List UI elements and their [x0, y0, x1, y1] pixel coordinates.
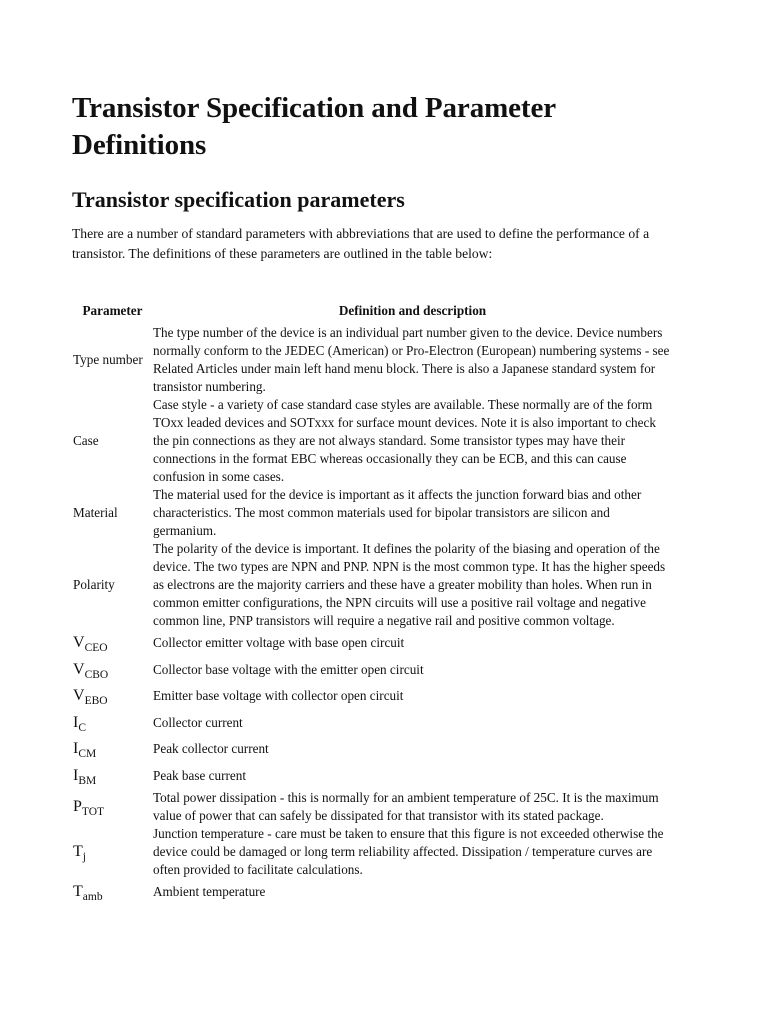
table-row	[72, 825, 672, 879]
parameter-name: Case	[73, 433, 99, 448]
parameter-cell	[72, 825, 153, 879]
symbol-letter: I	[73, 740, 79, 758]
table-row	[72, 396, 672, 486]
parameter-symbol	[73, 687, 108, 708]
parameter-cell	[72, 324, 153, 396]
table-row	[72, 763, 672, 790]
parameter-cell	[72, 736, 153, 763]
section-heading: Transistor specification parameters	[72, 187, 405, 212]
parameter-symbol	[73, 843, 86, 863]
symbol-subscript: amb	[82, 891, 103, 904]
symbol-subscript: CEO	[84, 642, 108, 655]
table-row	[72, 789, 672, 825]
parameter-symbol	[73, 766, 97, 787]
symbol-subscript: BM	[78, 774, 97, 787]
definition-cell: Collector emitter voltage with base open circuit	[153, 635, 405, 651]
definition-cell: Collector base voltage with the emitter open circuit	[153, 661, 424, 677]
definition-cell: Total power dissipation - this is normally for an ambient temperature of 25C. It is the maximum value of power that can safely be dissipated for that transistor with its stated package.	[153, 790, 659, 823]
parameter-symbol	[73, 883, 103, 904]
table-row	[72, 736, 672, 763]
parameter-cell	[72, 540, 153, 630]
symbol-letter: I	[73, 713, 79, 731]
symbol-subscript: EBO	[84, 695, 108, 708]
table-row	[72, 486, 672, 540]
parameter-name: Type number	[73, 352, 143, 367]
parameter-symbol	[73, 634, 108, 655]
table-header-row	[72, 298, 672, 324]
table-row	[72, 540, 672, 630]
definition-cell: The polarity of the device is important. It defines the polarity of the biasing and operation of the device. The two types are NPN and PNP. NPN is the most common type. It has the higher speeds as electrons are the majority carriers and these have a greater mobility than holes. When run in common emitter configurations, the NPN circuits will use a positive rail voltage and negative common line, PNP transistors will require a negative rail and positive common voltage.	[153, 541, 666, 628]
symbol-letter: P	[73, 798, 82, 815]
definition-cell: Ambient temperature	[153, 884, 266, 900]
definition-cell: The type number of the device is an individual part number given to the device. Device numbers normally conform to the JEDEC (American) or Pro-Electron (European) numbering systems - see Related Articles under main left hand menu block. There is also a Japanese standard system for transistor numbering.	[153, 325, 670, 394]
parameter-symbol	[73, 713, 86, 734]
parameter-symbol	[73, 740, 97, 761]
table-row	[72, 630, 672, 657]
table-row	[72, 710, 672, 737]
symbol-letter: V	[73, 634, 85, 652]
symbol-letter: T	[73, 843, 83, 860]
definition-cell: Emitter base voltage with collector open circuit	[153, 688, 404, 704]
table-row	[72, 657, 672, 684]
table-row	[72, 879, 672, 906]
symbol-letter: V	[73, 660, 85, 678]
parameter-name: Polarity	[73, 577, 115, 592]
table-row	[72, 683, 672, 710]
symbol-subscript: CBO	[84, 668, 109, 681]
table-row	[72, 324, 672, 396]
definition-cell: Peak base current	[153, 767, 247, 783]
column-header-definition: Definition and description	[338, 303, 487, 318]
symbol-letter: T	[73, 883, 83, 901]
parameter-symbol	[73, 660, 109, 681]
parameter-cell	[72, 879, 153, 906]
symbol-subscript: C	[78, 721, 86, 734]
definition-cell: Junction temperature - care must be taken to ensure that this figure is not exceeded otherwise the device could be damaged or long term reliability affected. Dissipation / temperature curves are often provided to facilitate calculations.	[153, 826, 664, 877]
parameter-cell	[72, 710, 153, 737]
parameter-cell	[72, 657, 153, 684]
symbol-letter: I	[73, 766, 79, 784]
symbol-subscript: CM	[78, 748, 97, 761]
parameter-cell	[72, 789, 153, 825]
definition-cell: Collector current	[153, 714, 243, 730]
definition-cell: Peak collector current	[153, 741, 269, 757]
parameter-cell	[72, 486, 153, 540]
column-header-parameter: Parameter	[82, 303, 143, 318]
symbol-subscript: TOT	[81, 806, 105, 818]
symbol-subscript: j	[82, 851, 86, 863]
parameter-symbol	[73, 798, 105, 818]
definition-cell: Case style - a variety of case standard case styles are available. These normally are of the form TOxx leaded devices and SOTxxx for surface mount devices. Note it is also important to check the pin connections as they are not always standard. Some transistor types may have their connections in the format EBC whereas occasionally they can be ECB, and this can cause confusion in some cases.	[153, 397, 656, 484]
parameter-name: Material	[73, 505, 118, 520]
parameter-table	[72, 298, 672, 906]
parameter-cell	[72, 630, 153, 657]
page-title: Transistor Specification and Parameter Definitions	[72, 92, 556, 161]
parameter-cell	[72, 396, 153, 486]
intro-paragraph: There are a number of standard parameters with abbreviations that are used to define the performance of a transistor. The definitions of these parameters are outlined in the table below:	[72, 226, 650, 261]
definition-cell: The material used for the device is important as it affects the junction forward bias and other characteristics. The most common materials used for bipolar transistors are silicon and germanium.	[153, 487, 642, 538]
symbol-letter: V	[73, 687, 85, 705]
parameter-cell	[72, 683, 153, 710]
parameter-cell	[72, 763, 153, 790]
